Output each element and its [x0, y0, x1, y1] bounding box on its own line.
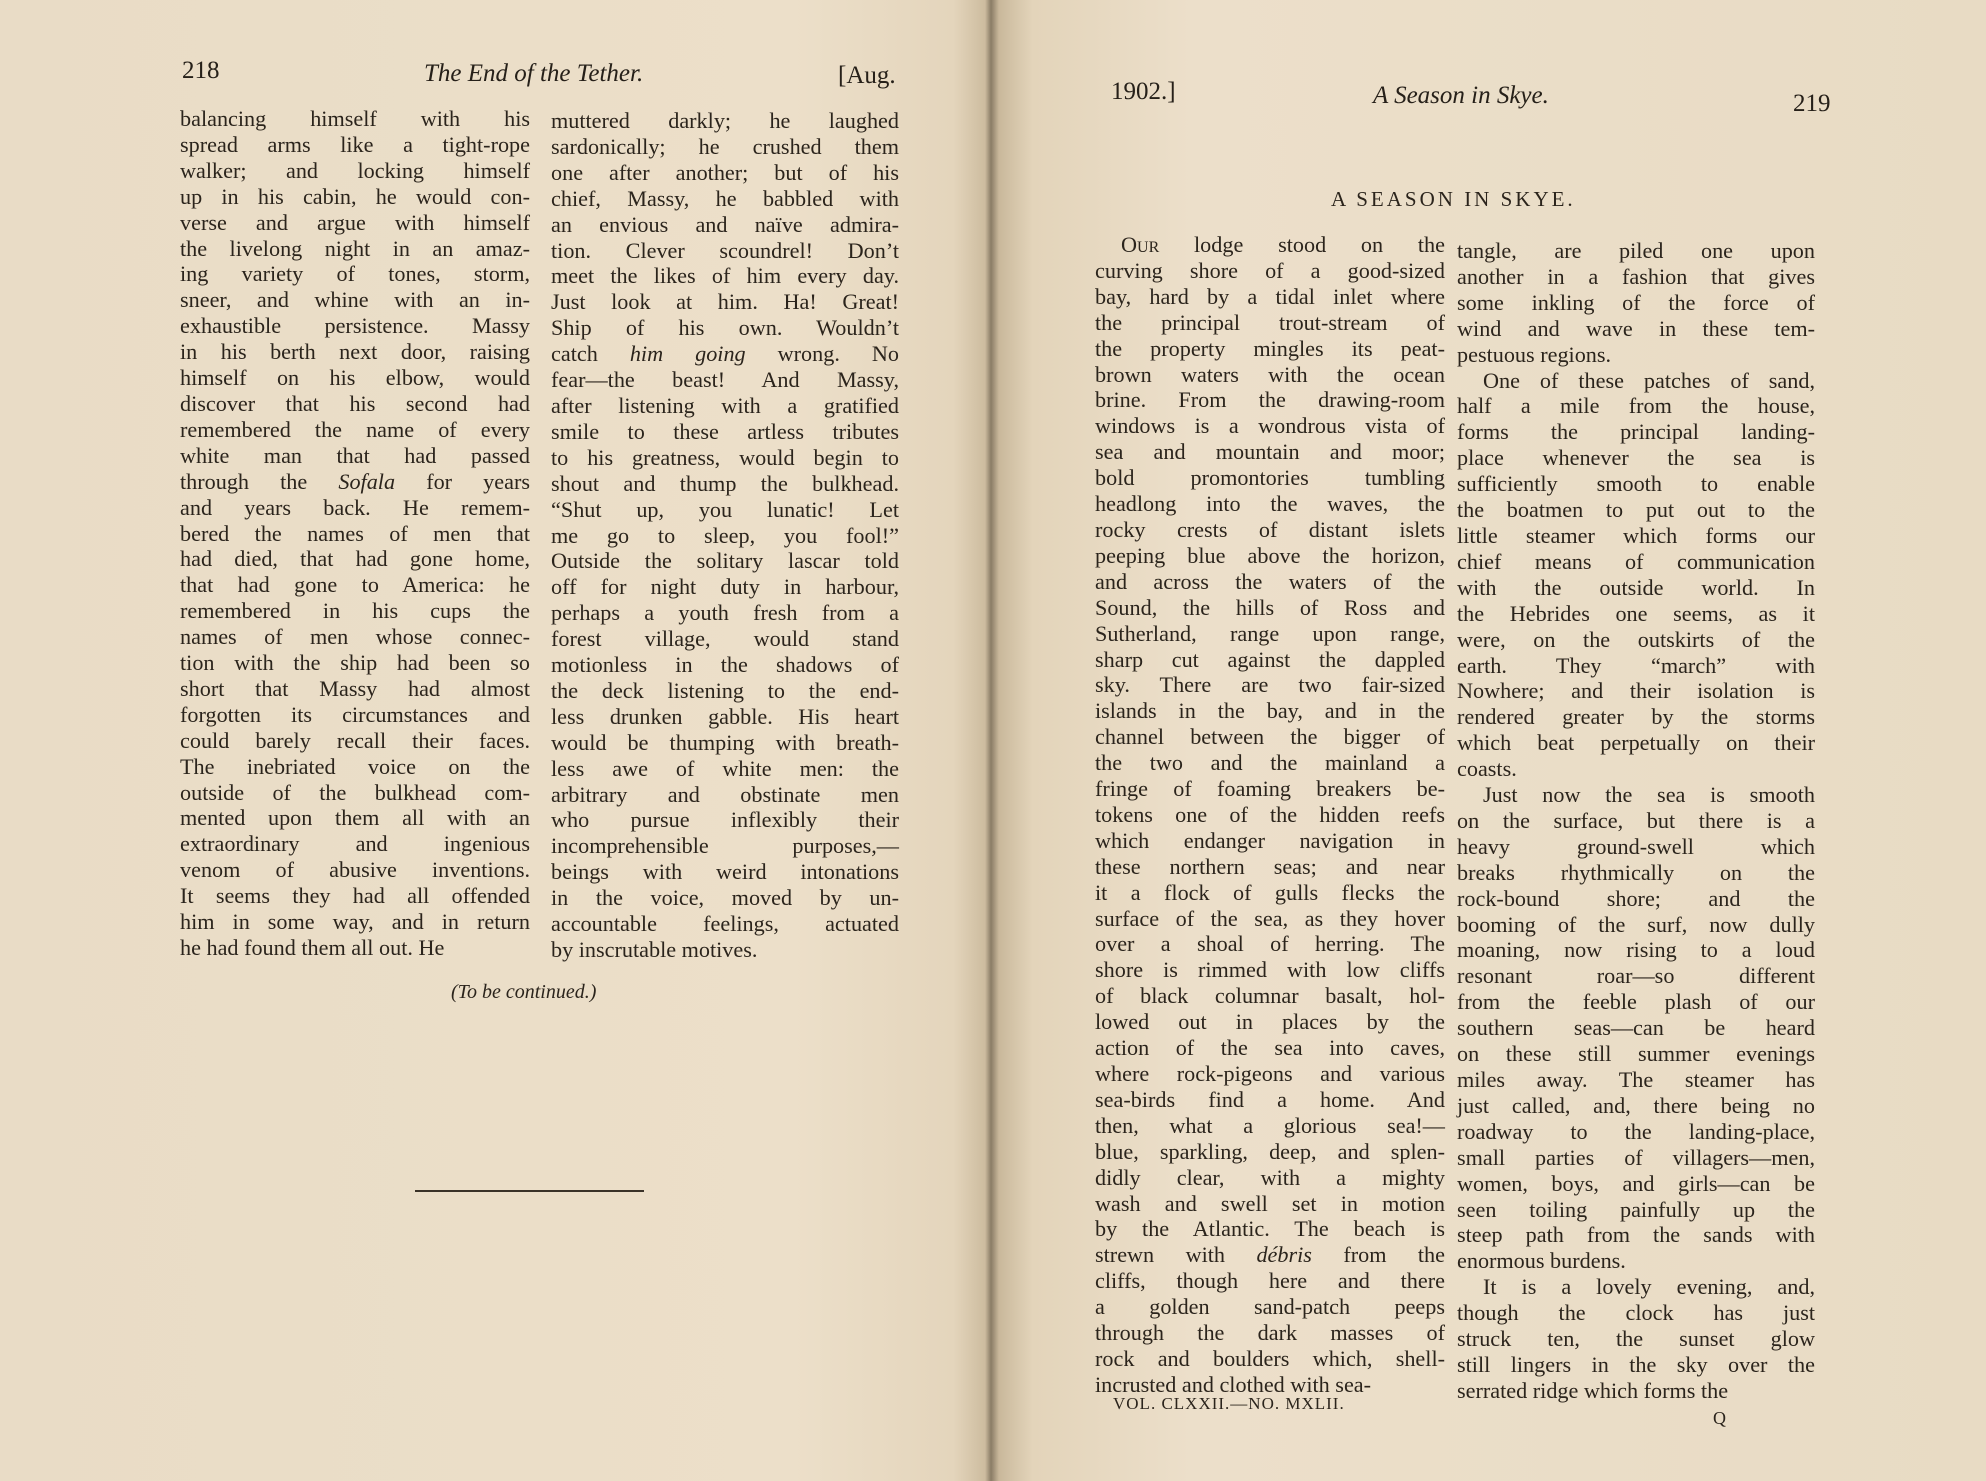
text-line: extraordinary and ingenious	[180, 831, 530, 857]
text-line: rock-bound shore; and the	[1457, 885, 1815, 911]
text-line: struck ten, the sunset glow	[1457, 1326, 1815, 1352]
text-line: by the Atlantic. The beach is	[1095, 1216, 1445, 1242]
text-line: sea-birds find a home. And	[1095, 1086, 1445, 1112]
text-line: steep path from the sands with	[1457, 1222, 1815, 1248]
text-line: and years back. He remem-	[180, 494, 530, 520]
text-line: the livelong night in an amaz-	[180, 235, 530, 261]
text-line: southern seas—can be heard	[1457, 1015, 1815, 1041]
text-line: of black columnar basalt, hol-	[1095, 983, 1445, 1009]
text-line: ing variety of tones, storm,	[180, 261, 530, 287]
article-title: A SEASON IN SKYE.	[1331, 187, 1576, 211]
text-line: surface of the sea, as they hover	[1095, 905, 1445, 931]
text-line: incrusted and clothed with sea-	[1095, 1371, 1372, 1397]
text-line: seen toiling painfully up the	[1457, 1196, 1815, 1222]
text-line: would be thumping with breath-	[551, 729, 899, 755]
text-line: walker; and locking himself	[180, 157, 530, 183]
text-line: the boatmen to put out to the	[1457, 497, 1815, 523]
text-line: in his berth next door, raising	[180, 339, 530, 365]
right-year: 1902.]	[1111, 78, 1176, 105]
text-line: enormous burdens.	[1457, 1248, 1626, 1274]
text-line: accountable feelings, actuated	[551, 911, 899, 937]
text-line: little steamer which forms our	[1457, 522, 1815, 548]
text-line: bay, hard by a tidal inlet where	[1095, 283, 1445, 309]
to-be-continued: (To be continued.)	[451, 981, 597, 1003]
text-line: The inebriated voice on the	[180, 753, 530, 779]
text-line: action of the sea into caves,	[1095, 1035, 1445, 1061]
text-line: moaning, now rising to a loud	[1457, 937, 1815, 963]
text-line: headlong into the waves, the	[1095, 491, 1445, 517]
text-line: spread arms like a tight-rope	[180, 131, 530, 157]
text-line: rendered greater by the storms	[1457, 704, 1815, 730]
text-line: rocky crests of distant islets	[1095, 516, 1445, 542]
text-line: chief, Massy, he babbled with	[551, 185, 899, 211]
text-line: small parties of villagers—men,	[1457, 1144, 1815, 1170]
text-line: remembered in his cups the	[180, 598, 530, 624]
text-line: then, what a glorious sea!—	[1095, 1112, 1445, 1138]
left-page-number: 218	[182, 57, 220, 84]
text-line: through the Sofala for years	[180, 468, 530, 494]
text-line: from the feeble plash of our	[1457, 989, 1815, 1015]
text-line: just called, and, there being no	[1457, 1092, 1815, 1118]
text-line: by inscrutable motives.	[551, 937, 758, 962]
volume-signature: VOL. CLXXII.—NO. MXLII.	[1113, 1394, 1345, 1413]
text-line: the property mingles its peat-	[1095, 335, 1445, 361]
text-line: wind and wave in these tem-	[1457, 315, 1815, 341]
left-month: [Aug.	[838, 62, 896, 89]
text-line: forest village, would stand	[551, 626, 899, 652]
text-line: “Shut up, you lunatic! Let	[551, 496, 899, 522]
text-line: Sound, the hills of Ross and	[1095, 594, 1445, 620]
text-line: peeping blue above the horizon,	[1095, 542, 1445, 568]
text-line: shore is rimmed with low cliffs	[1095, 957, 1445, 983]
text-line: heavy ground-swell which	[1457, 833, 1815, 859]
text-line: arbitrary and obstinate men	[551, 781, 899, 807]
text-line: wash and swell set in motion	[1095, 1190, 1445, 1216]
text-line: windows is a wondrous vista of	[1095, 413, 1445, 439]
text-line: sufficiently smooth to enable	[1457, 471, 1815, 497]
text-line: One of these patches of sand,	[1483, 367, 1815, 393]
text-line: strewn with débris from the	[1095, 1242, 1445, 1268]
text-line: perhaps a youth fresh from a	[551, 600, 899, 626]
text-line: roadway to the landing-place,	[1457, 1118, 1815, 1144]
text-line: short that Massy had almost	[180, 675, 530, 701]
text-line: off for night duty in harbour,	[551, 574, 899, 600]
text-line: Nowhere; and their isolation is	[1457, 678, 1815, 704]
text-line: half a mile from the house,	[1457, 393, 1815, 419]
text-line: Outside the solitary lascar told	[551, 548, 899, 574]
text-line: Our lodge stood on the	[1121, 232, 1445, 257]
text-line: miles away. The steamer has	[1457, 1067, 1815, 1092]
text-line: earth. They “march” with	[1457, 652, 1815, 678]
text-line: didly clear, with a mighty	[1095, 1164, 1445, 1190]
text-line: coasts.	[1457, 756, 1517, 782]
text-line: himself on his elbow, would	[180, 365, 530, 391]
end-rule	[415, 1190, 644, 1192]
text-line: booming of the surf, now dully	[1457, 911, 1815, 937]
text-line: beings with weird intonations	[551, 859, 899, 885]
left-running-title: The End of the Tether.	[424, 60, 644, 87]
text-line: after listening with a gratified	[551, 392, 899, 418]
gathering-mark: Q	[1713, 1408, 1726, 1428]
text-line: Just now the sea is smooth	[1483, 782, 1815, 808]
text-line: muttered darkly; he laughed	[551, 108, 899, 133]
text-line: motionless in the shadows of	[551, 652, 899, 678]
text-line: he had found them all out. He	[180, 935, 445, 960]
text-line: a golden sand-patch peeps	[1095, 1294, 1445, 1320]
text-line: breaks rhythmically on the	[1457, 859, 1815, 885]
text-line: women, boys, and girls—can be	[1457, 1170, 1815, 1196]
text-line: in the voice, moved by un-	[551, 885, 899, 911]
text-line: me go to sleep, you fool!”	[551, 522, 899, 548]
text-line: Just look at him. Ha! Great!	[551, 289, 899, 315]
text-line: it a flock of gulls flecks the	[1095, 879, 1445, 905]
text-line: exhaustible persistence. Massy	[180, 313, 530, 339]
text-line: less awe of white men: the	[551, 755, 899, 781]
text-line: incomprehensible purposes,—	[551, 833, 899, 859]
text-line: venom of abusive inventions.	[180, 857, 530, 883]
right-column-2	[1457, 238, 1815, 1404]
text-line: on the surface, but there is a	[1457, 807, 1815, 833]
right-page-number: 219	[1793, 90, 1831, 117]
left-column-1	[180, 106, 530, 961]
text-line: sardonically; he crushed them	[551, 133, 899, 159]
text-line: balancing himself with his	[180, 106, 530, 131]
text-line: were, on the outskirts of the	[1457, 626, 1815, 652]
text-line: sky. There are two fair-sized	[1095, 672, 1445, 698]
text-line: fear—the beast! And Massy,	[551, 367, 899, 393]
text-line: the two and the mainland a	[1095, 750, 1445, 776]
text-line: though the clock has just	[1457, 1300, 1815, 1326]
text-line: tion with the ship had been so	[180, 650, 530, 676]
text-line: It is a lovely evening, and,	[1483, 1274, 1815, 1300]
text-line: the deck listening to the end-	[551, 677, 899, 703]
text-line: meet the likes of him every day.	[551, 263, 899, 289]
text-line: shout and thump the bulkhead.	[551, 470, 899, 496]
text-line: outside of the bulkhead com-	[180, 779, 530, 805]
text-line: names of men whose connec-	[180, 624, 530, 650]
text-line: one after another; but of his	[551, 159, 899, 185]
left-page	[0, 0, 985, 1481]
text-line: smile to these artless tributes	[551, 418, 899, 444]
text-line: sneer, and whine with an in-	[180, 287, 530, 313]
text-line: blue, sparkling, deep, and splen-	[1095, 1138, 1445, 1164]
text-line: and across the waters of the	[1095, 568, 1445, 594]
text-line: with the outside world. In	[1457, 574, 1815, 600]
text-line: fringe of foaming breakers be-	[1095, 776, 1445, 802]
text-line: which endanger navigation in	[1095, 827, 1445, 853]
text-line: cliffs, though here and there	[1095, 1268, 1445, 1294]
text-line: verse and argue with himself	[180, 209, 530, 235]
text-line: remembered the name of every	[180, 416, 530, 442]
text-line: pestuous regions.	[1457, 341, 1612, 367]
text-line: mented upon them all with an	[180, 805, 530, 831]
text-line: chief means of communication	[1457, 548, 1815, 574]
text-line: these northern seas; and near	[1095, 853, 1445, 879]
text-line: brown waters with the ocean	[1095, 361, 1445, 387]
text-line: Ship of his own. Wouldn’t	[551, 315, 899, 341]
text-line: where rock-pigeons and various	[1095, 1061, 1445, 1086]
text-line: sharp cut against the dappled	[1095, 646, 1445, 672]
text-line: some inkling of the force of	[1457, 289, 1815, 315]
text-line: on these still summer evenings	[1457, 1041, 1815, 1067]
text-line: It seems they had all offended	[180, 883, 530, 909]
text-line: resonant roar—so different	[1457, 963, 1815, 989]
text-line: bold promontories tumbling	[1095, 465, 1445, 491]
text-line: which beat perpetually on their	[1457, 730, 1815, 756]
text-line: could barely recall their faces.	[180, 727, 530, 753]
text-line: islands in the bay, and in the	[1095, 698, 1445, 724]
text-line: up in his cabin, he would con-	[180, 183, 530, 209]
text-line: channel between the bigger of	[1095, 724, 1445, 750]
text-line: catch him going wrong. No	[551, 341, 899, 367]
text-line: tion. Clever scoundrel! Don’t	[551, 237, 899, 263]
text-line: the Hebrides one seems, as it	[1457, 600, 1815, 626]
text-line: brine. From the drawing-room	[1095, 387, 1445, 413]
left-column-2	[551, 108, 899, 963]
text-line: still lingers in the sky over the	[1457, 1351, 1815, 1377]
text-line: forms the principal landing-	[1457, 419, 1815, 445]
text-line: tangle, are piled one upon	[1457, 238, 1815, 263]
text-line: him in some way, and in return	[180, 909, 530, 935]
text-line: to his greatness, would begin to	[551, 444, 899, 470]
text-line: that had gone to America: he	[180, 572, 530, 598]
right-column-1	[1095, 232, 1445, 1398]
text-line: through the dark masses of	[1095, 1320, 1445, 1346]
text-line: over a shoal of herring. The	[1095, 931, 1445, 957]
text-line: an envious and naïve admira-	[551, 211, 899, 237]
text-line: bered the names of men that	[180, 520, 530, 546]
right-running-title: A Season in Skye.	[1373, 82, 1549, 109]
text-line: another in a fashion that gives	[1457, 263, 1815, 289]
text-line: serrated ridge which forms the	[1457, 1377, 1729, 1403]
text-line: curving shore of a good-sized	[1095, 257, 1445, 283]
text-line: tokens one of the hidden reefs	[1095, 801, 1445, 827]
text-line: lowed out in places by the	[1095, 1009, 1445, 1035]
text-line: the principal trout-stream of	[1095, 309, 1445, 335]
text-line: sea and mountain and moor;	[1095, 439, 1445, 465]
text-line: white man that had passed	[180, 442, 530, 468]
text-line: less drunken gabble. His heart	[551, 703, 899, 729]
text-line: place whenever the sea is	[1457, 445, 1815, 471]
text-line: who pursue inflexibly their	[551, 807, 899, 833]
text-line: discover that his second had	[180, 390, 530, 416]
text-line: forgotten its circumstances and	[180, 701, 530, 727]
text-line: had died, that had gone home,	[180, 546, 530, 572]
right-page	[995, 0, 1986, 1481]
text-line: Sutherland, range upon range,	[1095, 620, 1445, 646]
text-line: rock and boulders which, shell-	[1095, 1345, 1445, 1371]
